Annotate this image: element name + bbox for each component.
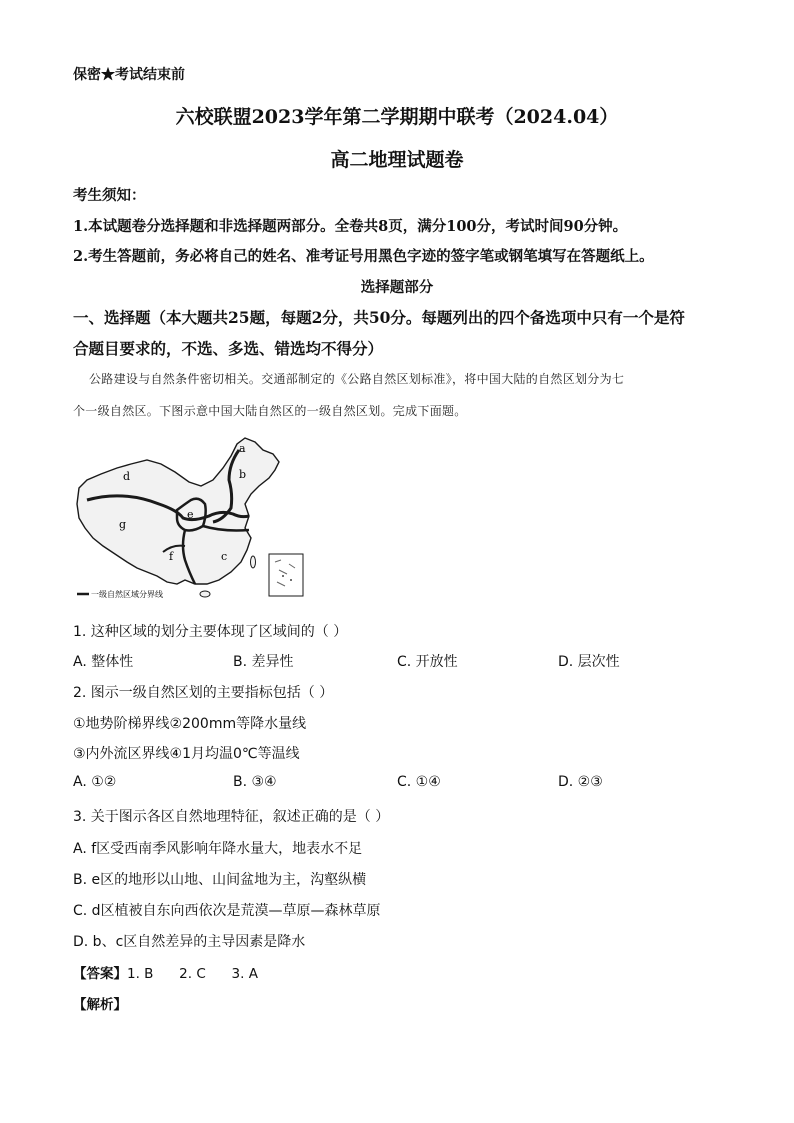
region-label-a: a: [239, 442, 246, 455]
question-2-option-b[interactable]: B. ③④: [233, 774, 277, 790]
section-heading-line1: 一、选择题（本大题共25题，每题2分，共50分。每题列出的四个备选项中只有一个是符: [73, 308, 685, 327]
question-2-option-c[interactable]: C. ①④: [397, 774, 441, 790]
map-svg: [73, 434, 316, 604]
answer-line: [73, 962, 258, 982]
question-1-option-b[interactable]: B. 差异性: [233, 654, 294, 670]
question-2-statement-2: ③内外流区界线④1月均温0℃等温线: [73, 746, 300, 762]
south-china-sea-inset: [269, 554, 303, 596]
question-3-option-c[interactable]: C. d区植被自东向西依次是荒漠—草原—森林草原: [73, 903, 381, 919]
question-1-option-d[interactable]: D. 层次性: [558, 654, 620, 670]
region-label-d: d: [123, 470, 131, 483]
confidential-label: 保密★考试结束前: [73, 67, 185, 83]
question-2-statement-1: ①地势阶梯界线②200mm等降水量线: [73, 716, 307, 732]
question-1-option-c[interactable]: C. 开放性: [397, 654, 458, 670]
notice-item-2: 2.考生答题前，务必将自己的姓名、准考证号用黑色字迹的签字笔或钢笔填写在答题纸上。: [73, 248, 654, 265]
region-label-g: g: [119, 518, 127, 531]
exam-subtitle: 高二地理试题卷: [330, 149, 464, 171]
question-3-option-d[interactable]: D. b、c区自然差异的主导因素是降水: [73, 934, 306, 950]
notice-heading: 考生须知：: [73, 187, 146, 204]
china-natural-regions-map: [73, 434, 316, 604]
question-2-option-a[interactable]: A. ①②: [73, 774, 117, 790]
question-3-stem: 3. 关于图示各区自然地理特征，叙述正确的是（ ）: [73, 809, 390, 825]
section-heading-line2: 合题目要求的，不选、多选、错选均不得分）: [73, 339, 384, 358]
region-label-e: e: [187, 508, 194, 521]
question-2-stem: 2. 图示一级自然区划的主要指标包括（ ）: [73, 685, 334, 701]
passage-line2: 个一级自然区。下图示意中国大陆自然区的一级自然区划。完成下面题。: [73, 404, 467, 418]
notice-item-1: 1.本试题卷分选择题和非选择题两部分。全卷共8页，满分100分，考试时间90分钟。: [73, 218, 628, 235]
part-title: 选择题部分: [360, 279, 434, 296]
answer-tag: 【答案】: [73, 966, 127, 982]
question-1-option-a[interactable]: A. 整体性: [73, 654, 134, 670]
region-label-b: b: [239, 468, 247, 481]
question-3-option-b[interactable]: B. e区的地形以山地、山间盆地为主，沟壑纵横: [73, 872, 367, 888]
map-legend: 一级自然区域分界线: [91, 590, 163, 599]
region-label-c: c: [221, 550, 228, 563]
question-3-option-a[interactable]: A. f区受西南季风影响年降水量大，地表水不足: [73, 841, 363, 857]
passage-line1: 公路建设与自然条件密切相关。交通部制定的《公路自然区划标准》，将中国大陆的自然区划分为七: [89, 372, 625, 386]
question-1-stem: 1. 这种区域的划分主要体现了区域间的（ ）: [73, 624, 348, 640]
answer-values: 1. B 2. C 3. A: [127, 966, 258, 982]
explanation-tag: 【解析】: [73, 997, 127, 1013]
exam-title: 六校联盟2023学年第二学期期中联考（2024.04）: [175, 106, 619, 128]
question-2-option-d[interactable]: D. ②③: [558, 774, 603, 790]
region-label-f: f: [169, 550, 174, 563]
